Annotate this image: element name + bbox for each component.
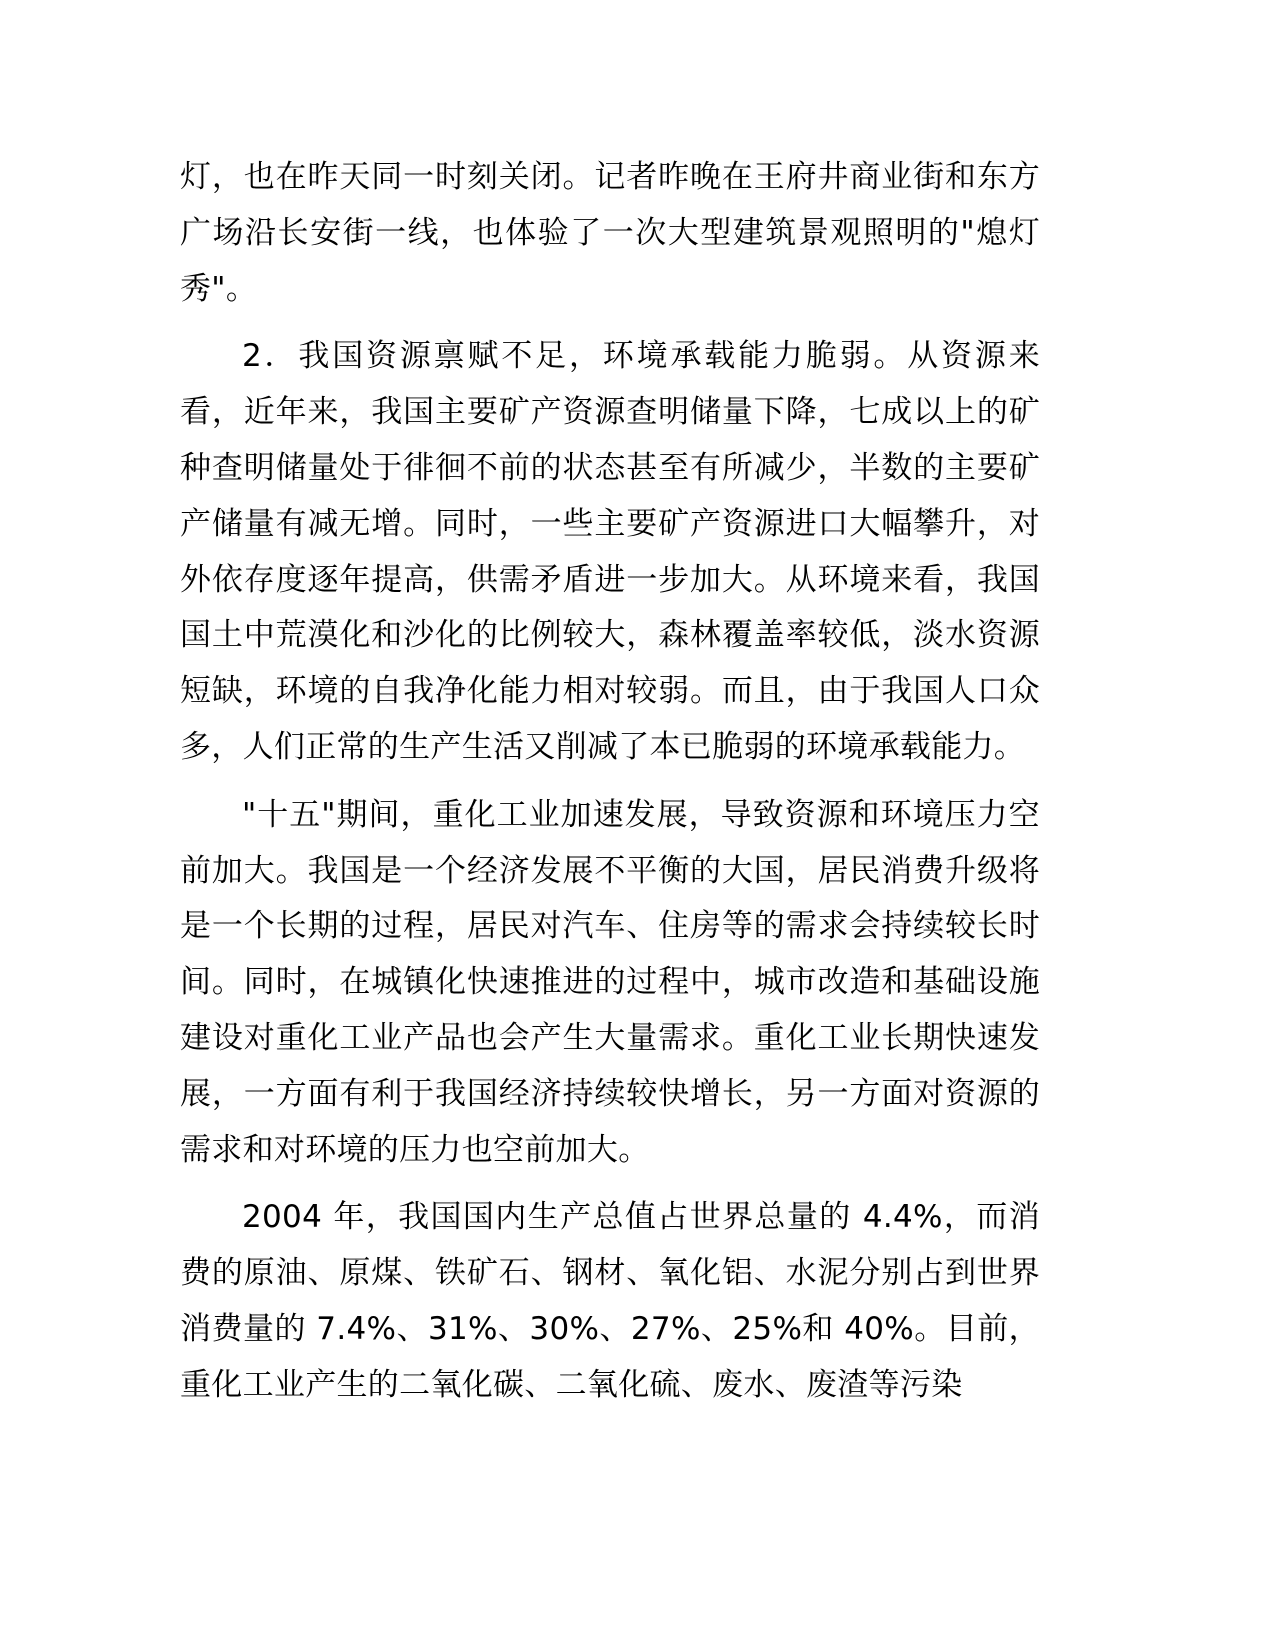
paragraph-resource-endowment: 2．我国资源禀赋不足，环境承载能力脆弱。从资源来看，近年来，我国主要矿产资源查明储量下降，七成以上的矿种查明储量处于徘徊不前的状态甚至有所减少，半数的主要矿产储量有减无增。同时，一些主要矿产资源进口大幅攀升，对外依存度逐年提高，供需矛盾进一步加大。从环境来看，我国国土中荒漠化和沙化的比例较大，森林覆盖率较低，淡水资源短缺，环境的自我净化能力相对较弱。而且，由于我国人口众多，人们正常的生产生活又削减了本已脆弱的环境承载能力。 <box>180 338 1040 765</box>
paragraph-2004-statistics: 2004 年，我国国内生产总值占世界总量的 4.4%，而消费的原油、原煤、铁矿石、钢材、氧化铝、水泥分别占到世界消费量的 7.4%、31%、30%、27%、25%和 40%。目前，重化工业产生的二氧化碳、二氧化硫、废水、废渣等污染 <box>180 1199 1040 1403</box>
paragraph-heavy-industry: "十五"期间，重化工业加速发展，导致资源和环境压力空前加大。我国是一个经济发展不平衡的大国，居民消费升级将是一个长期的过程，居民对汽车、住房等的需求会持续较长时间。同时，在城镇化快速推进的过程中，城市改造和基础设施建设对重化工业产品也会产生大量需求。重化工业长期快速发展，一方面有利于我国经济持续较快增长，另一方面对资源的需求和对环境的压力也空前加大。 <box>180 796 1040 1168</box>
document-body <box>180 150 1040 1414</box>
paragraph-continued: 灯，也在昨天同一时刻关闭。记者昨晚在王府井商业街和东方广场沿长安街一线，也体验了一次大型建筑景观照明的"熄灯秀"。 <box>180 159 1040 307</box>
